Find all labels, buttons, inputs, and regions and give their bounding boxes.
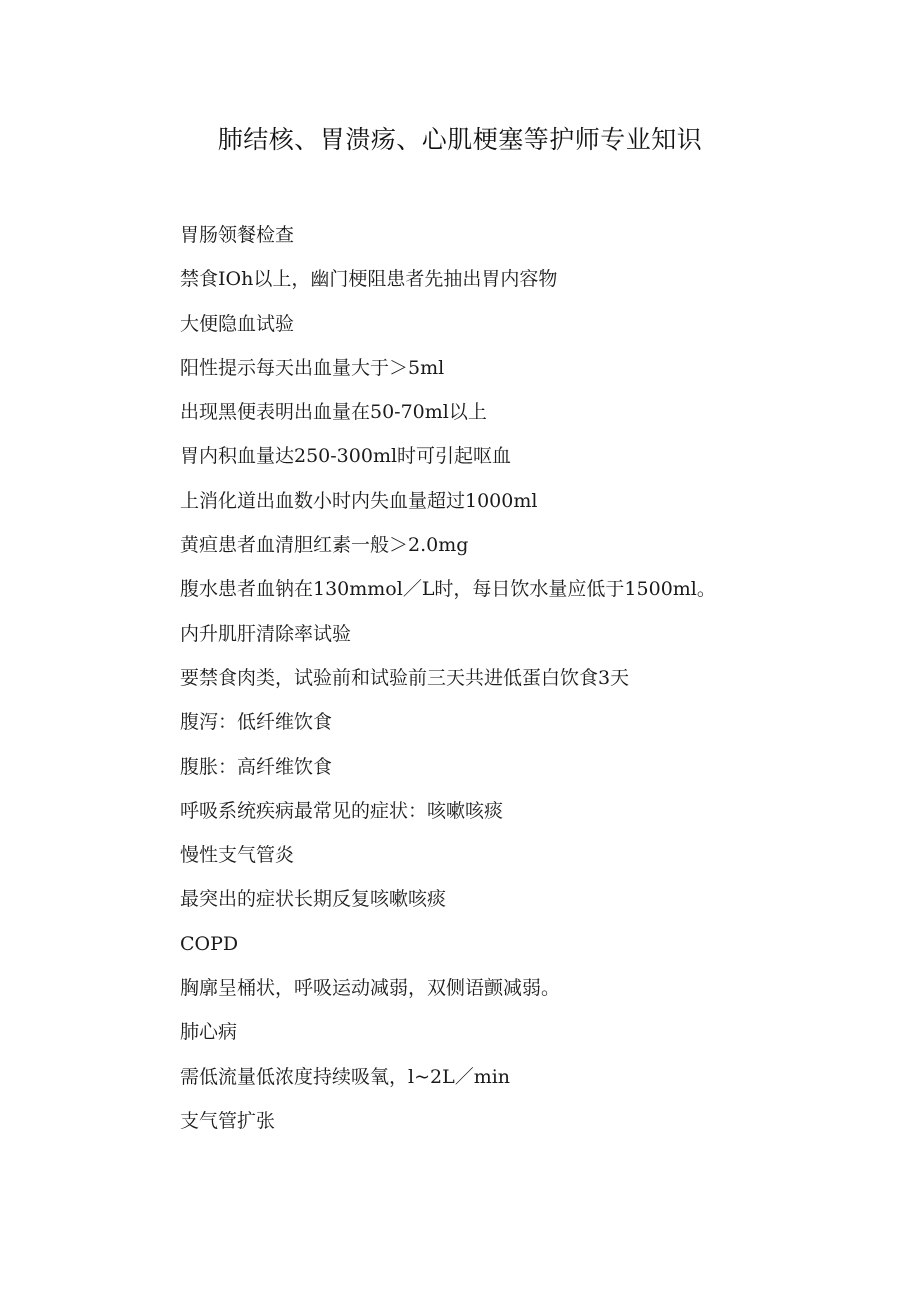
text-line: 胃内积血量达250-300ml时可引起呕血 [180, 445, 512, 468]
text-line: 需低流量低浓度持续吸氧，l~2L／min [180, 1065, 511, 1088]
text-line: COPD [180, 932, 239, 955]
text-line: 阳性提示每天出血量大于＞5ml [180, 356, 445, 379]
text-line: 支气管扩张 [180, 1109, 276, 1132]
text-line: 肺心病 [180, 1021, 238, 1044]
text-line: 腹泻：低纤维饮食 [180, 711, 333, 734]
text-line: 胸廓呈桶状，呼吸运动减弱，双侧语颤减弱。 [180, 977, 561, 1000]
text-line: 要禁食肉类，试验前和试验前三天共进低蛋白饮食3天 [180, 666, 630, 689]
text-line: 慢性支气管炎 [180, 844, 295, 867]
text-line: 胃肠领餐检查 [180, 224, 295, 246]
document-title: 肺结核、胃溃疡、心肌梗塞等护师专业知识 [217, 126, 703, 154]
text-line: 腹胀：高纤维饮食 [180, 755, 333, 778]
text-line: 上消化道出血数小时内失血量超过1000ml [180, 489, 538, 512]
text-line: 腹水患者血钠在130mmol／L时，每日饮水量应低于1500ml。 [180, 578, 716, 601]
document-body [180, 220, 820, 1150]
text-line: 黄疸患者血清胆红素一般＞2.0mg [180, 534, 469, 557]
text-line: 最突出的症状长期反复咳嗽咳痰 [180, 888, 447, 911]
text-line: 出现黑便表明出血量在50-70ml以上 [180, 401, 487, 424]
text-line: 大便隐血试验 [180, 312, 295, 335]
text-line: 内升肌肝清除率试验 [180, 622, 352, 645]
text-line: 呼吸系统疾病最常见的症状：咳嗽咳痰 [180, 799, 504, 822]
text-line: 禁食IOh以上，幽门梗阻患者先抽出胃内容物 [180, 268, 558, 291]
